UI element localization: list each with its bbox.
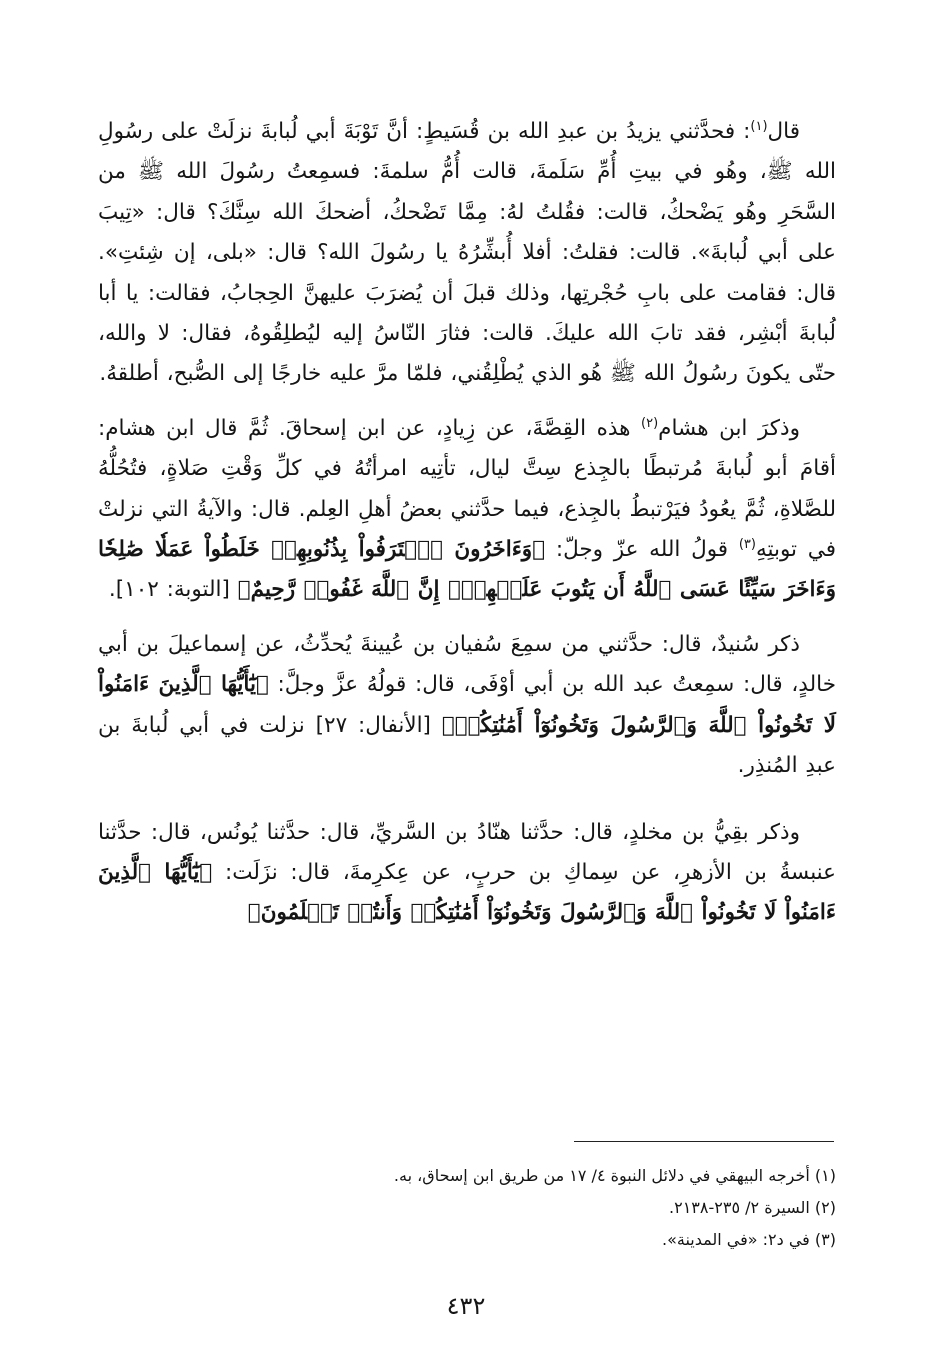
footnote-divider [574, 1141, 834, 1142]
footnotes [98, 1160, 836, 1256]
paragraph-text: [الأنفال: ٢٧] نزلت في أبي لُبابةَ بن عبدِ المُنذِر. [98, 712, 836, 779]
paragraph-1 [98, 112, 836, 395]
quran-open-bracket: ﴿ [255, 672, 269, 698]
footnote-3: (٣) في د٢: «في المدينة». [661, 1230, 836, 1249]
quran-close-bracket: ﴾ [441, 712, 455, 738]
paragraph-2 [98, 409, 836, 611]
paragraph-3 [98, 625, 836, 787]
paragraph-text: وذكر بقِيُّ بن مخلدٍ، قال: حدَّثنا هنّادُ بن السَّريِّ، قال: حدَّثنا يُونُس، قال: حدَّثنا عنبسةُ بن الأزهرِ، عن سِماكِ بن حربٍ، عن عِكرِمةَ، قال: نزَلَت: [98, 819, 836, 885]
paragraph-text: هذه القِصَّةَ، عن زِيادٍ، عن ابن إسحاقَ. ثُمَّ قال ابن هشام: أقامَ أبو لُبابةَ مُرتبطًا بالجِذع سِتَّ ليال، تأتِيه امرأتُهُ في كلِّ وَقْتِ صَلاةٍ، فتُحُلُّهُ للصَّلاةِ، ثُمَّ يعُودُ فيَرْتبطُ بالجِذع، فيما حدَّثني بعضُ أهلِ العِلم. قال: والآيةُ التي نزلتْ في توبتِهِ [98, 415, 836, 563]
quran-close-bracket: ﴾ [247, 900, 261, 926]
quran-open-bracket: ﴿ [199, 859, 213, 885]
footnote-1: (١) أخرجه البيهقي في دلائل النبوة ٤/ ١٧ من طريق ابن إسحاق، به. [393, 1166, 836, 1185]
footnote-ref-1[interactable]: (١) [750, 118, 768, 134]
quran-open-bracket: ﴿ [532, 537, 546, 563]
page-body [98, 112, 836, 948]
paragraph-text: قولُ الله عزّ وجلّ: [545, 537, 739, 563]
quran-close-bracket: ﴾ [237, 577, 251, 603]
footnote-ref-2[interactable]: (٢) [641, 415, 659, 431]
paragraph-text: : فحدَّثني يزيدُ بن عبدِ الله بن قُسَيطٍ: أنَّ تَوْبَةَ أبي لُبابةَ نزلَتْ على رسُولِ الله ﷺ، وهُو في بيتِ أُمِّ سَلَمةَ، قالت أُمُّ سلمةَ: فسمِعتُ رسُولَ الله ﷺ من السَّحَرِ وهُو يَضْحكُ، قالت: فقُلتُ لهُ: مِمَّا تَضْحكُ، أضحكَ الله سِنَّكَ؟ قال: «تِيبَ على أبي لُبابةَ». قالت: فقلتُ: أفلا أُبشِّرُهُ يا رسُولَ الله؟ قال: «بلى، إن شِئتِ». قال: فقامت على بابِ حُجْرتِها، وذلك قبلَ أن يُضرَبَ عليهنَّ الحِجابُ، فقالت: يا أبا لُبابةَ أبْشِر، فقد تابَ الله عليكَ. قالت: فثارَ النّاسُ إليه ليُطلِقُوهُ، فقال: لا والله، حتّى يكونَ رسُولُ الله ﷺ هُو الذي يُطْلِقُني، فلمّا مرَّ عليه خارجًا إلى الصُّبح، أطلقهُ. [98, 119, 836, 387]
paragraph-text: [التوبة: ١٠٢]. [108, 577, 238, 603]
quran-verse: يَٰٓأَيُّهَا ٱلَّذِينَ ءَامَنُواْ لَا تَخُونُواْ ٱللَّهَ وَٱلرَّسُولَ وَتَخُونُوٓاْ أَمَٰنَٰتِكُمۡ [98, 672, 836, 738]
footnote-2: (٢) السيرة ٢/ ٢٣٥-٢١٣٨. [669, 1198, 836, 1217]
paragraph-text: قال [767, 119, 800, 144]
quran-verse: وَءَاخَرُونَ ٱعۡتَرَفُواْ بِذُنُوبِهِمۡ خَلَطُواْ عَمَلٗا صَٰلِحٗا وَءَاخَرَ سَيِّئًا عَسَى ٱللَّهُ أَن يَتُوبَ عَلَيۡهِمۡۚ إِنَّ ٱللَّهَ غَفُورٞ رَّحِيمٌ [98, 537, 836, 603]
footnote-ref-3[interactable]: (٣) [738, 536, 756, 552]
paragraph-text: وذكرَ ابن هشام [658, 415, 800, 441]
quran-verse: يَٰٓأَيُّهَا ٱلَّذِينَ ءَامَنُواْ لَا تَخُونُواْ ٱللَّهَ وَٱلرَّسُولَ وَتَخُونُوٓاْ أَمَٰنَٰتِكُمۡ وَأَنتُمۡ تَعۡلَمُونَ [98, 859, 836, 926]
paragraph-4 [98, 813, 836, 934]
paragraph-text: ذكر سُنيدٌ، قال: حدَّثني من سمِعَ سُفيان بن عُيينةَ يُحدِّثُ، عن إسماعيلَ بن أبي خالدٍ، قال: سمِعتُ عبد الله بن أبي أوْفَى، قال: قولُهُ عزَّ وجلَّ: [98, 631, 836, 698]
page-number: ٤٣٢ [446, 1292, 486, 1320]
